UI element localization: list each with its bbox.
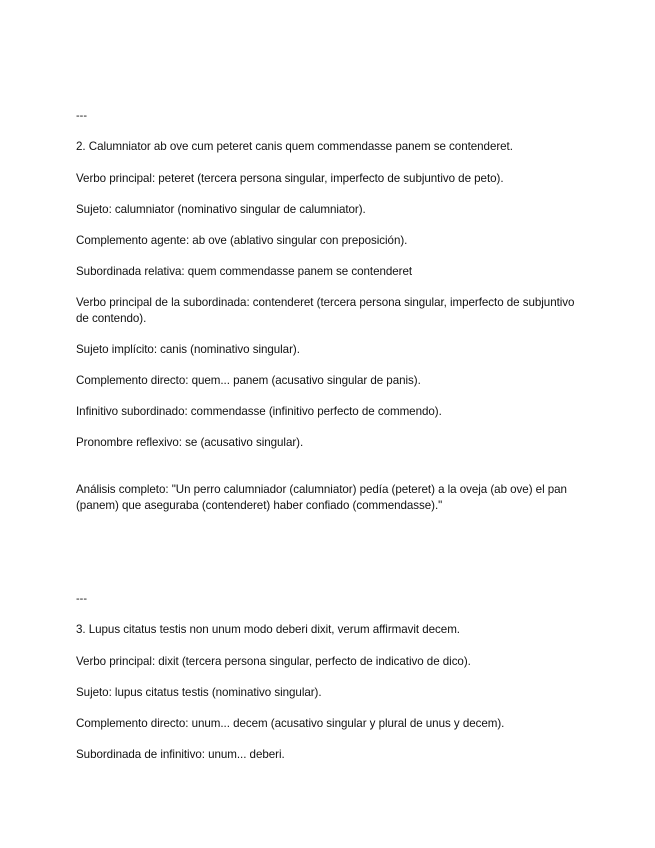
latin-sentence: 2. Calumniator ab ove cum peteret canis quem commendasse panem se contenderet. — [76, 140, 513, 153]
analysis-complemento-agente: Complemento agente: ab ove (ablativo singular con preposición). — [76, 234, 408, 247]
latin-sentence: 3. Lupus citatus testis non unum modo deberi dixit, verum affirmavit decem. — [76, 623, 460, 636]
analysis-verbo-principal-subordinada: Verbo principal de la subordinada: contenderet (tercera persona singular, imperfecto de subjuntivo de contendo). — [76, 296, 575, 325]
analysis-completo: Análisis completo: "Un perro calumniador (calumniator) pedía (peteret) a la oveja (ab ove) el pan (panem) que aseguraba (contenderet) haber confiado (commendasse)." — [76, 483, 567, 512]
analysis-sujeto: Sujeto: lupus citatus testis (nominativo singular). — [76, 686, 322, 699]
analysis-verbo-principal: Verbo principal: peteret (tercera persona singular, imperfecto de subjuntivo de peto). — [76, 172, 504, 185]
analysis-pronombre-reflexivo: Pronombre reflexivo: se (acusativo singular). — [76, 436, 304, 449]
analysis-sujeto: Sujeto: calumniator (nominativo singular de calumniator). — [76, 203, 366, 216]
section-separator: --- — [76, 593, 87, 605]
analysis-subordinada-infinitivo: Subordinada de infinitivo: unum... deberi. — [76, 748, 285, 761]
analysis-verbo-principal: Verbo principal: dixit (tercera persona singular, perfecto de indicativo de dico). — [76, 655, 471, 668]
section-separator: --- — [76, 110, 87, 122]
analysis-sujeto-implicito: Sujeto implícito: canis (nominativo singular). — [76, 343, 300, 356]
analysis-infinitivo-subordinado: Infinitivo subordinado: commendasse (infinitivo perfecto de commendo). — [76, 405, 442, 418]
analysis-complemento-directo: Complemento directo: unum... decem (acusativo singular y plural de unus y decem). — [76, 717, 505, 730]
analysis-subordinada-relativa: Subordinada relativa: quem commendasse panem se contenderet — [76, 265, 413, 278]
analysis-complemento-directo: Complemento directo: quem... panem (acusativo singular de panis). — [76, 374, 421, 387]
